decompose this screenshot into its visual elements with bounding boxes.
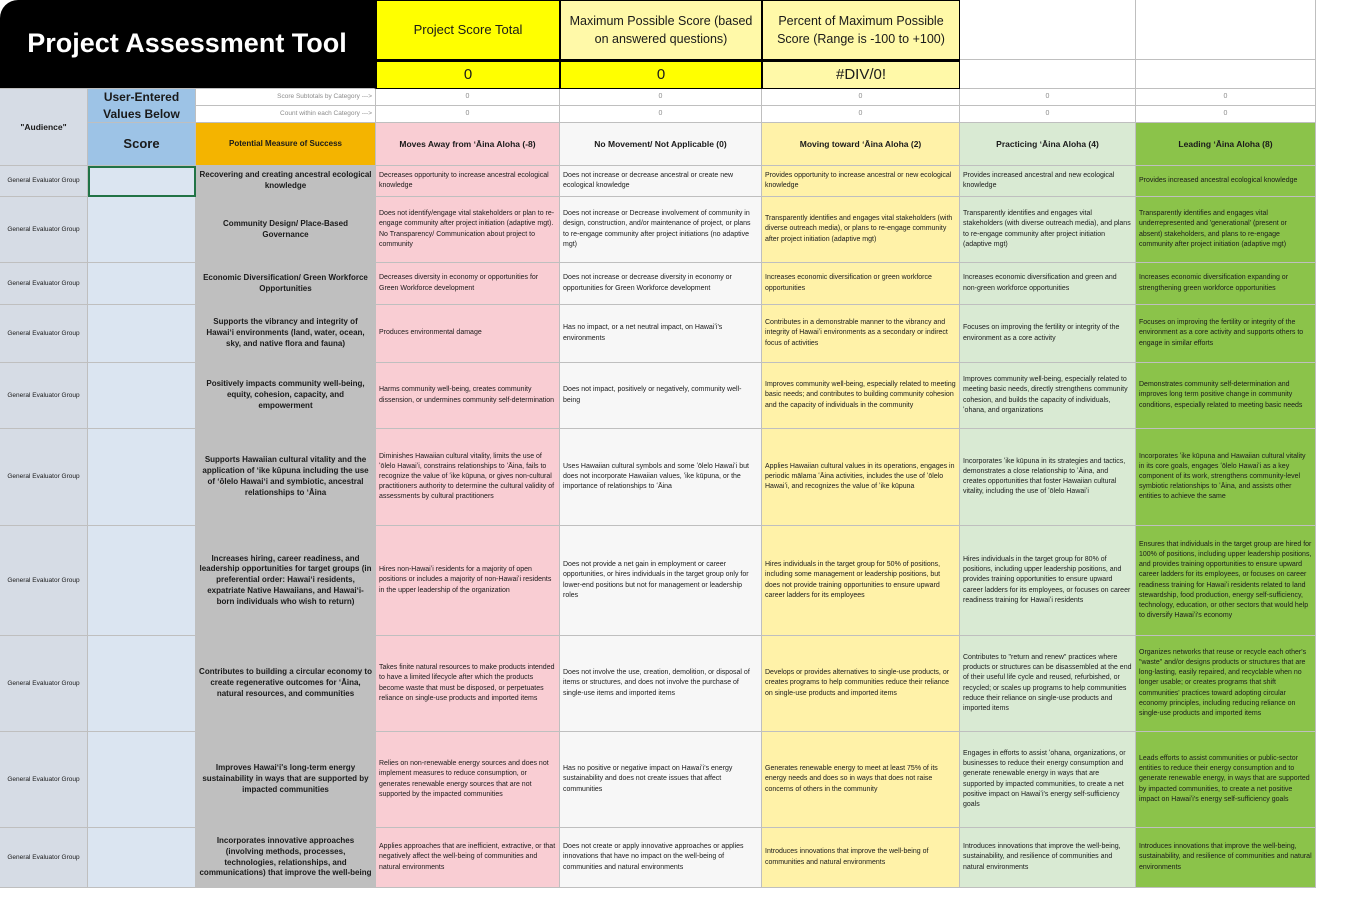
leading-cell[interactable]: Demonstrates community self-determination and improves long term positive change in community conditions, especially related to meeting basic needs [1136,363,1316,429]
measure-cell[interactable]: Community Design/ Place-Based Governance [196,197,376,263]
no-movement-cell[interactable]: Has no impact, or a net neutral impact, on Hawaiʻi's environments [560,305,762,363]
count-value[interactable]: 0 [560,106,762,123]
moves-away-cell[interactable]: Decreases diversity in economy or opportunities for Green Workforce development [376,263,560,305]
leading-cell[interactable]: Introduces innovations that improve the well-being, sustainability, and resilience of communities and natural environments [1136,828,1316,888]
moving-toward-cell[interactable]: Provides opportunity to increase ancestral or new ecological knowledge [762,166,960,197]
leading-cell[interactable]: Organizes networks that reuse or recycle each other's "waste" and/or designs products or structures that are long-lasting, easily repaired, and recyclable when no longer usable; or creates programs that shift communities' practices toward adopting circular economy principles, including reducing reliance on single-use products and imported items [1136,636,1316,732]
measure-cell[interactable]: Incorporates innovative approaches (involving methods, processes, technologies, relationships, and communications) that improve the well-being [196,828,376,888]
no-movement-cell[interactable]: Does not involve the use, creation, demolition, or disposal of items or structures, and does not involve the purchase of single-use items and imported items [560,636,762,732]
measure-cell[interactable]: Increases hiring, career readiness, and leadership opportunities for target groups (in preferential order: Hawaiʻi residents, expatriate Native Hawaiians, and Hawaiʻi-born individuals who wish to return) [196,526,376,636]
audience-cell[interactable]: General Evaluator Group [0,263,88,305]
leading-cell[interactable]: Provides increased ancestral ecological knowledge [1136,166,1316,197]
no-movement-cell[interactable]: Has no positive or negative impact on Hawaiʻi's energy sustainability and does not create issues that affect communities [560,732,762,828]
moves-away-cell[interactable]: Decreases opportunity to increase ancestral ecological knowledge [376,166,560,197]
practicing-cell[interactable]: Incorporates ʻike kūpuna in its strategies and tactics, demonstrates a close relationship to ʻĀina, and creates opportunities that foster Hawaiian cultural vitality, including the use of ʻōlelo Hawaiʻi [960,429,1136,526]
leading-cell[interactable]: Increases economic diversification expanding or strengthening green workforce opportunities [1136,263,1316,305]
count-value[interactable]: 0 [1136,106,1316,123]
moving-toward-cell[interactable]: Transparently identifies and engages vital stakeholders (with diverse outreach media), or plans to re-engage community after project initiation (adaptive mgt) [762,197,960,263]
no-movement-cell[interactable]: Uses Hawaiian cultural symbols and some ʻōlelo Hawaiʻi but does not incorporate Hawaiian values, ʻike kūpuna, or the importance of relationships to ʻĀina [560,429,762,526]
count-row-label[interactable]: Count within each Category ---> [196,106,376,123]
audience-cell[interactable]: General Evaluator Group [0,166,88,197]
moves-away-column-header[interactable]: Moves Away from ʻĀina Aloha (-8) [376,123,560,166]
measure-cell[interactable]: Improves Hawaiʻi's long-term energy sustainability in ways that are supported by impacted communities [196,732,376,828]
no-movement-cell[interactable]: Does not increase or decrease ancestral or create new ecological knowledge [560,166,762,197]
moving-toward-cell[interactable]: Increases economic diversification or green workforce opportunities [762,263,960,305]
moving-toward-cell[interactable]: Generates renewable energy to meet at least 75% of its energy needs and does so in ways that does not raise concerns of others in the community [762,732,960,828]
moves-away-cell[interactable]: Takes finite natural resources to make products intended to have a limited lifecycle after which the products become waste that must be disposed, or perpetuates reliance on single-use products and imported items [376,636,560,732]
moves-away-cell[interactable]: Harms community well-being, creates community dissension, or undermines community self-determination [376,363,560,429]
audience-cell[interactable]: General Evaluator Group [0,363,88,429]
score-input-cell[interactable] [88,197,196,263]
practicing-cell[interactable]: Provides increased ancestral and new ecological knowledge [960,166,1136,197]
score-input-cell[interactable] [88,166,196,197]
empty-cell[interactable] [960,0,1136,60]
leading-cell[interactable]: Leads efforts to assist communities or public-sector entities to reduce their energy consumption and to generate renewable energy, in ways that are supported by impacted communities, to create a net positive impact on Hawaiʻi's energy self-sufficiency goals [1136,732,1316,828]
no-movement-cell[interactable]: Does not provide a net gain in employment or career opportunities, or hires individuals in the target group only for lower-end positions but not for management or leadership roles [560,526,762,636]
no-movement-cell[interactable]: Does not impact, positively or negatively, community well-being [560,363,762,429]
measure-cell[interactable]: Economic Diversification/ Green Workforce Opportunities [196,263,376,305]
subtotal-value[interactable]: 0 [1136,89,1316,106]
leading-cell[interactable]: Focuses on improving the fertility or integrity of the environment as a core activity and supports others to engage in similar efforts [1136,305,1316,363]
audience-header[interactable]: "Audience" [0,89,88,166]
moves-away-cell[interactable]: Diminishes Hawaiian cultural vitality, limits the use of ʻōlelo Hawaiʻi, constrains relationships to ʻĀina, fails to recognize the value of ʻike kūpuna, or gives non-cultural practitioners authority to determine the cultural validity of assessments by cultural practitioners [376,429,560,526]
leading-cell[interactable]: Incorporates ʻike kūpuna and Hawaiian cultural vitality in its core goals, engages ʻōlelo Hawaiʻi as a key component of its work, strengthens community-level symbiotic relationships to ʻĀina, and assists other entities to achieve the same [1136,429,1316,526]
measure-cell[interactable]: Contributes to building a circular economy to create regenerative outcomes for ʻĀina, natural resources, and communities [196,636,376,732]
audience-cell[interactable]: General Evaluator Group [0,526,88,636]
empty-cell[interactable] [1136,60,1316,89]
audience-cell[interactable]: General Evaluator Group [0,828,88,888]
percent-max-score-header[interactable]: Percent of Maximum Possible Score (Range is -100 to +100) [762,0,960,60]
measure-cell[interactable]: Recovering and creating ancestral ecological knowledge [196,166,376,197]
audience-cell[interactable]: General Evaluator Group [0,305,88,363]
audience-cell[interactable]: General Evaluator Group [0,197,88,263]
project-score-total-value[interactable]: 0 [376,60,560,89]
practicing-cell[interactable]: Contributes to "return and renew" practices where products or structures can be disassembled at the end of their useful life cycle and reused, refurbished, or recycled; or scales up programs to help communities reduce their reliance on single-use products and imported items [960,636,1136,732]
practicing-cell[interactable]: Improves community well-being, especially related to meeting basic needs, directly strengthens community cohesion, and builds the capacity of individuals, ʻohana, and organizations [960,363,1136,429]
no-movement-cell[interactable]: Does not increase or decrease diversity in economy or opportunities for Green Workforce development [560,263,762,305]
score-input-cell[interactable] [88,263,196,305]
audience-cell[interactable]: General Evaluator Group [0,636,88,732]
empty-cell[interactable] [1136,0,1316,60]
subtotal-value[interactable]: 0 [376,89,560,106]
moving-toward-cell[interactable]: Improves community well-being, especially related to meeting basic needs; and contributes to building community cohesion and the capacity of individuals in the community [762,363,960,429]
empty-cell[interactable] [960,60,1136,89]
max-possible-score-header[interactable]: Maximum Possible Score (based on answered questions) [560,0,762,60]
moves-away-cell[interactable]: Applies approaches that are inefficient, extractive, or that negatively affect the well-being of communities and natural environments [376,828,560,888]
leading-cell[interactable]: Transparently identifies and engages vital underrepresented and 'generational' (present or absent) stakeholders, and plans to re-engage community after project initiation (adaptive mgt) [1136,197,1316,263]
subtotal-value[interactable]: 0 [762,89,960,106]
score-input-cell[interactable] [88,363,196,429]
moves-away-cell[interactable]: Hires non-Hawaiʻi residents for a majority of open positions or includes a majority of non-Hawaiʻi residents in the upper leadership of the organization [376,526,560,636]
measure-cell[interactable]: Supports Hawaiian cultural vitality and the application of ʻike kūpuna including the use of ʻōlelo Hawaiʻi and symbiotic, ancestral relationships to ʻĀina [196,429,376,526]
sheet-title: Project Assessment Tool [0,0,376,89]
practicing-cell[interactable]: Hires individuals in the target group for 80% of positions, including upper leadership positions, and provides training opportunities to ensure upward career ladders for its employees, or focuses on career readiness training for Hawaiʻi residents [960,526,1136,636]
no-movement-cell[interactable]: Does not create or apply innovative approaches or applies innovations that have no impact on the well-being of communities and natural environments [560,828,762,888]
score-input-cell[interactable] [88,305,196,363]
practicing-cell[interactable]: Transparently identifies and engages vital stakeholders (with diverse outreach media), and plans to re-engage community after project initiation (adaptive mgt) [960,197,1136,263]
score-column-header[interactable]: Score [88,123,196,166]
moving-toward-cell[interactable]: Applies Hawaiian cultural values in its operations, engages in periodic mālama ʻĀina activities, includes the use of ʻōlelo Hawaiʻi, and recognizes the value of ʻike kūpuna [762,429,960,526]
practicing-cell[interactable]: Increases economic diversification and green and non-green workforce opportunities [960,263,1136,305]
moves-away-cell[interactable]: Produces environmental damage [376,305,560,363]
max-possible-score-value[interactable]: 0 [560,60,762,89]
score-input-cell[interactable] [88,636,196,732]
subtotal-row-label[interactable]: Score Subtotals by Category ---> [196,89,376,106]
moving-toward-cell[interactable]: Hires individuals in the target group for 50% of positions, including some management or leadership positions, but does not provide training opportunities to ensure upward career ladders for its employees [762,526,960,636]
practicing-cell[interactable]: Introduces innovations that improve the well-being, sustainability, and resilience of communities and natural environments [960,828,1136,888]
moving-toward-column-header[interactable]: Moving toward ʻĀina Aloha (2) [762,123,960,166]
moves-away-cell[interactable]: Does not identify/engage vital stakeholders or plan to re-engage community after project initiation (adaptive mgt). No Transparency/ Communication about project to community [376,197,560,263]
moving-toward-cell[interactable]: Contributes in a demonstrable manner to the vibrancy and integrity of Hawaiʻi environments as a secondary or indirect focus of activities [762,305,960,363]
moving-toward-cell[interactable]: Develops or provides alternatives to single-use products, or creates programs to help communities reduce their reliance on single-use products and imported items [762,636,960,732]
count-value[interactable]: 0 [762,106,960,123]
subtotal-value[interactable]: 0 [560,89,762,106]
leading-column-header[interactable]: Leading ʻĀina Aloha (8) [1136,123,1316,166]
count-value[interactable]: 0 [376,106,560,123]
practicing-cell[interactable]: Focuses on improving the fertility or integrity of the environment as a core activity [960,305,1136,363]
project-score-total-header[interactable]: Project Score Total [376,0,560,60]
practicing-cell[interactable]: Engages in efforts to assist ʻohana, organizations, or businesses to reduce their energy consumption and generate renewable energy in ways that are supported by impacted communities, to create a net positive impact on Hawaiʻi's energy self-sufficiency goals [960,732,1136,828]
measure-cell[interactable]: Positively impacts community well-being, equity, cohesion, capacity, and empowerment [196,363,376,429]
practicing-column-header[interactable]: Practicing ʻĀina Aloha (4) [960,123,1136,166]
score-input-cell[interactable] [88,732,196,828]
moving-toward-cell[interactable]: Introduces innovations that improve the well-being of communities and natural environments [762,828,960,888]
no-movement-column-header[interactable]: No Movement/ Not Applicable (0) [560,123,762,166]
audience-cell[interactable]: General Evaluator Group [0,429,88,526]
no-movement-cell[interactable]: Does not increase or Decrease involvement of community in design, construction, and/or maintenance of project, or plans to re-engage community after project initiations (no adaptive mgt) [560,197,762,263]
count-value[interactable]: 0 [960,106,1136,123]
percent-max-score-value[interactable]: #DIV/0! [762,60,960,89]
score-input-cell[interactable] [88,526,196,636]
user-entered-values-label[interactable]: User-Entered Values Below [88,89,196,123]
moves-away-cell[interactable]: Relies on non-renewable energy sources and does not implement measures to reduce consumption, or generates renewable energy sources that are not supported by the impacted communities [376,732,560,828]
audience-cell[interactable]: General Evaluator Group [0,732,88,828]
measure-column-header[interactable]: Potential Measure of Success [196,123,376,166]
leading-cell[interactable]: Ensures that individuals in the target group are hired for 100% of positions, including upper leadership positions, and provides training opportunities to ensure upward career ladders for its employees, or focuses on career readiness training for Hawaiʻi residents related to land stewardship, food production, energy self-sufficiency, technology, education, or other sectors that would help to diversify Hawaiʻi's economy [1136,526,1316,636]
score-input-cell[interactable] [88,429,196,526]
measure-cell[interactable]: Supports the vibrancy and integrity of Hawaiʻi environments (land, water, ocean, sky, and native flora and fauna) [196,305,376,363]
subtotal-value[interactable]: 0 [960,89,1136,106]
score-input-cell[interactable] [88,828,196,888]
